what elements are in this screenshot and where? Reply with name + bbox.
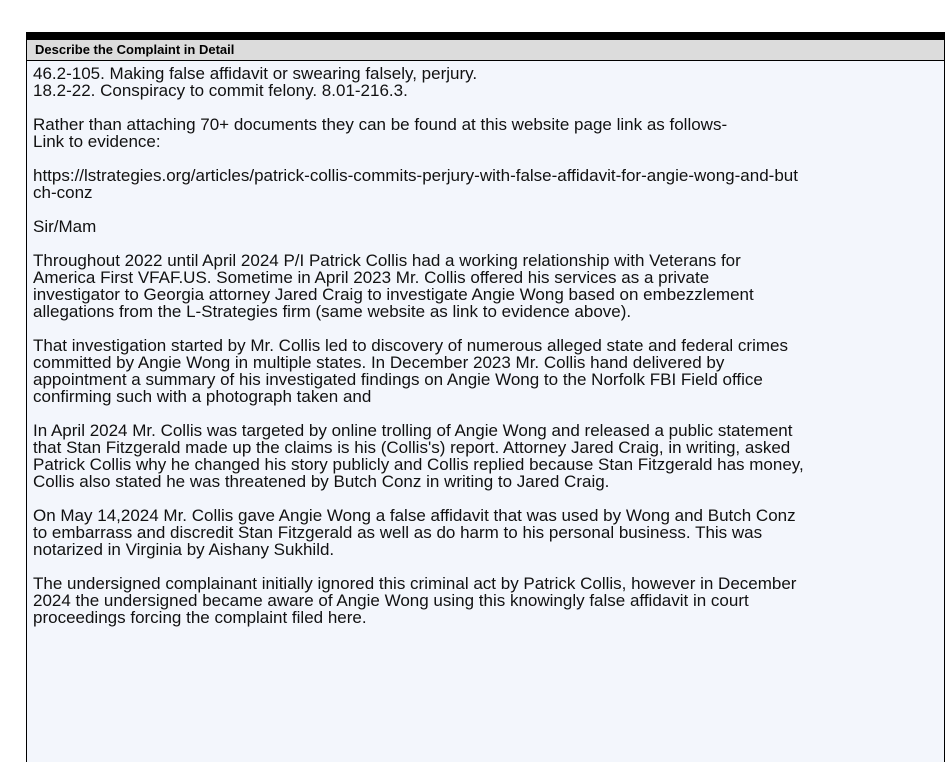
complaint-text-line: Link to evidence:: [33, 132, 161, 151]
complaint-text-line: 18.2-22. Conspiracy to commit felony. 8.01-216.3.: [33, 81, 408, 100]
complaint-text-line: investigator to Georgia attorney Jared Craig to investigate Angie Wong based on embezzlement: [33, 285, 754, 304]
section-header: Describe the Complaint in Detail: [27, 40, 944, 61]
complaint-paragraph: [33, 65, 936, 99]
complaint-text-line: to embarrass and discredit Stan Fitzgerald as well as do harm to his personal business. This was: [33, 523, 763, 542]
top-border-bar: [27, 32, 944, 40]
complaint-text-line: https://lstrategies.org/articles/patrick-collis-commits-perjury-with-false-affidavit-for-angie-wong-and-but: [33, 166, 798, 185]
complaint-text-line: that Stan Fitzgerald made up the claims is his (Collis's) report. Attorney Jared Craig, in writing, asked: [33, 438, 791, 457]
complaint-paragraph: [33, 167, 936, 201]
complaint-text-line: That investigation started by Mr. Collis led to discovery of numerous alleged state and federal crimes: [33, 336, 788, 355]
complaint-text-line: appointment a summary of his investigated findings on Angie Wong to the Norfolk FBI Field office: [33, 370, 763, 389]
complaint-text-line: ch-conz: [33, 183, 93, 202]
complaint-text-line: Collis also stated he was threatened by Butch Conz in writing to Jared Craig.: [33, 472, 610, 491]
complaint-text-line: committed by Angie Wong in multiple states. In December 2023 Mr. Collis hand delivered by: [33, 353, 725, 372]
complaint-text-line: Sir/Mam: [33, 217, 97, 236]
complaint-paragraph: [33, 422, 936, 490]
complaint-text-line: Rather than attaching 70+ documents they can be found at this website page link as follows-: [33, 115, 728, 134]
complaint-paragraph: [33, 507, 936, 558]
complaint-text-area[interactable]: [27, 61, 944, 762]
complaint-text-line: 2024 the undersigned became aware of Angie Wong using this knowingly false affidavit in court: [33, 591, 749, 610]
complaint-text-line: In April 2024 Mr. Collis was targeted by online trolling of Angie Wong and released a public statement: [33, 421, 793, 440]
complaint-text-line: allegations from the L-Strategies firm (same website as link to evidence above).: [33, 302, 632, 321]
complaint-text-line: confirming such with a photograph taken and: [33, 387, 372, 406]
complaint-text-line: The undersigned complainant initially ignored this criminal act by Patrick Collis, however in December: [33, 574, 797, 593]
complaint-text-line: Patrick Collis why he changed his story publicly and Collis replied because Stan Fitzgerald has money,: [33, 455, 804, 474]
complaint-text-line: notarized in Virginia by Aishany Sukhild.: [33, 540, 335, 559]
complaint-paragraph: [33, 252, 936, 320]
complaint-text-line: On May 14,2024 Mr. Collis gave Angie Wong a false affidavit that was used by Wong and Butch Conz: [33, 506, 796, 525]
complaint-paragraph: [33, 116, 936, 150]
complaint-detail-box: [26, 32, 945, 762]
complaint-paragraph: [33, 575, 936, 626]
complaint-text-line: Throughout 2022 until April 2024 P/I Patrick Collis had a working relationship with Veterans for: [33, 251, 741, 270]
complaint-paragraph: [33, 337, 936, 405]
complaint-paragraph: [33, 218, 936, 235]
complaint-text-line: America First VFAF.US. Sometime in April 2023 Mr. Collis offered his services as a private: [33, 268, 710, 287]
complaint-text-line: proceedings forcing the complaint filed here.: [33, 608, 367, 627]
complaint-text-line: 46.2-105. Making false affidavit or swearing falsely, perjury.: [33, 64, 478, 83]
